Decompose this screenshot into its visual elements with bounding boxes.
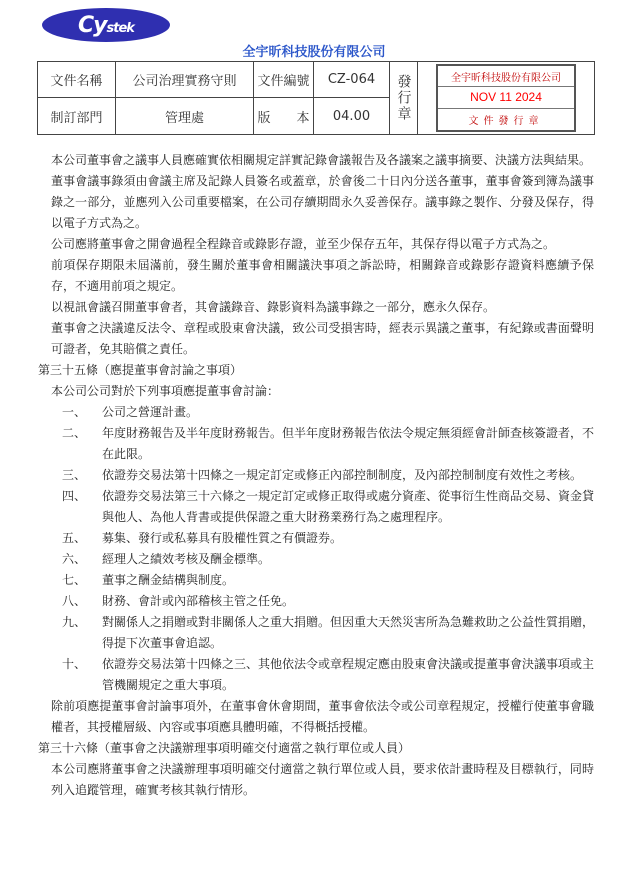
list-item [0,549,628,570]
list-text: 募集、發行或私募具有股權性質之有價證券。 [102,531,343,545]
stamp-box [436,64,576,132]
list-item [0,591,628,612]
list-item [0,423,628,465]
paragraph: 董事會之決議違反法令、章程或股東會決議，致公司受損害時，經表示異議之董事，有紀錄或書面聲明可證者，免其賠償之責任。 [51,321,594,356]
list-item [0,465,628,486]
list-number: 八、 [62,594,87,608]
list-text: 依證券交易法第十四條之三、其他依法令或章程規定應由股東會決議或提董事會決議事項或主管機關規定之重大事項。 [102,657,595,692]
list-text: 對關係人之捐贈或對非關係人之重大捐贈。但因重大天然災害所為急難救助之公益性質捐贈，得提下次董事會追認。 [102,615,595,650]
document-body [0,150,628,801]
document-header-table [37,61,595,135]
list-number: 五、 [62,531,87,545]
dept: 管理處 [116,98,254,134]
doc-no-label: 文件編號 [254,62,314,98]
list-item [0,612,628,654]
company-name: 全宇昕科技股份有限公司 [242,45,386,60]
list-text: 依證券交易法第十四條之一規定訂定或修正內部控制制度，及內部控制制度有效性之考核。 [102,468,583,482]
list-item [0,528,628,549]
issue-stamp-label: 發行章 [390,62,418,134]
list-number: 二、 [62,426,87,440]
issue-stamp [418,62,594,134]
list-number: 三、 [62,468,87,482]
article-title: 第三十五條（應提董事會討論之事項） [38,363,243,377]
paragraph: 董事會議事錄須由會議主席及記錄人員簽名或蓋章，於會後二十日內分送各董事，董事會簽到簿為議事錄之一部分，並應列入公司重要檔案，在公司存續期間永久妥善保存。議事錄之製作、分發及保存，得以電子方式為之。 [51,174,594,230]
list-number: 九、 [62,615,87,629]
list-item [0,570,628,591]
paragraph: 本公司董事會之議事人員應確實依相關規定詳實記錄會議報告及各議案之議事摘要、決議方法與結果。 [51,153,592,167]
list-number: 十、 [62,657,87,671]
list-number: 四、 [62,489,87,503]
list-number: 七、 [62,573,87,587]
list-text: 財務、會計或內部稽核主管之任免。 [102,594,295,608]
doc-name-label: 文件名稱 [38,62,116,98]
paragraph: 以視訊會議召開董事會者，其會議錄音、錄影資料為議事錄之一部分，應永久保存。 [51,300,496,314]
list-text: 經理人之績效考核及酬金標準。 [102,552,271,566]
article-title: 第三十六條（董事會之決議辦理事項明確交付適當之執行單位或人員） [38,741,411,755]
stamp-text: 文件發行章 [468,115,544,127]
list-item [0,486,628,528]
paragraph: 前項保存期限未屆滿前，發生關於董事會相關議決事項之訴訟時，相關錄音或錄影存證資料應續予保存，不適用前項之規定。 [51,258,594,293]
version-label: 版 本 [254,98,314,134]
doc-no: CZ-064 [314,62,390,98]
version: 04.00 [314,98,390,134]
paragraph: 公司應將董事會之開會過程全程錄音或錄影存證，並至少保存五年，其保存得以電子方式為之。 [51,237,556,251]
stamp-date: NOV 11 2024 [438,87,574,108]
list-item [0,654,628,696]
doc-name: 公司治理實務守則 [116,62,254,98]
list-text: 依證券交易法第三十六條之一規定訂定或修正取得或處分資產、從事衍生性商品交易、資金貸與他人、為他人背書或提供保證之重大財務業務行為之處理程序。 [102,489,595,524]
list-text: 年度財務報告及半年度財務報告。但半年度財務報告依法令規定無須經會計師查核簽證者，不在此限。 [102,426,595,461]
list-text: 公司之營運計畫。 [102,405,199,419]
list-number: 六、 [62,552,87,566]
dept-label: 制訂部門 [38,98,116,134]
paragraph: 除前項應提董事會討論事項外，在董事會休會期間，董事會依法令或公司章程規定，授權行使董事會職權者，其授權層級、內容或事項應具體明確，不得概括授權。 [51,699,594,734]
company-logo [42,8,170,42]
list-text: 董事之酬金結構與制度。 [102,573,235,587]
list-item [0,402,628,423]
article-lead: 本公司公司對於下列事項應提董事會討論： [51,384,280,398]
list-number: 一、 [62,405,87,419]
logo-text: Cystek [78,12,134,38]
stamp-company: 全宇昕科技股份有限公司 [438,66,574,87]
paragraph: 本公司應將董事會之決議辦理事項明確交付適當之執行單位或人員，要求依計畫時程及目標執行，同時列入追蹤管理，確實考核其執行情形。 [51,762,594,797]
